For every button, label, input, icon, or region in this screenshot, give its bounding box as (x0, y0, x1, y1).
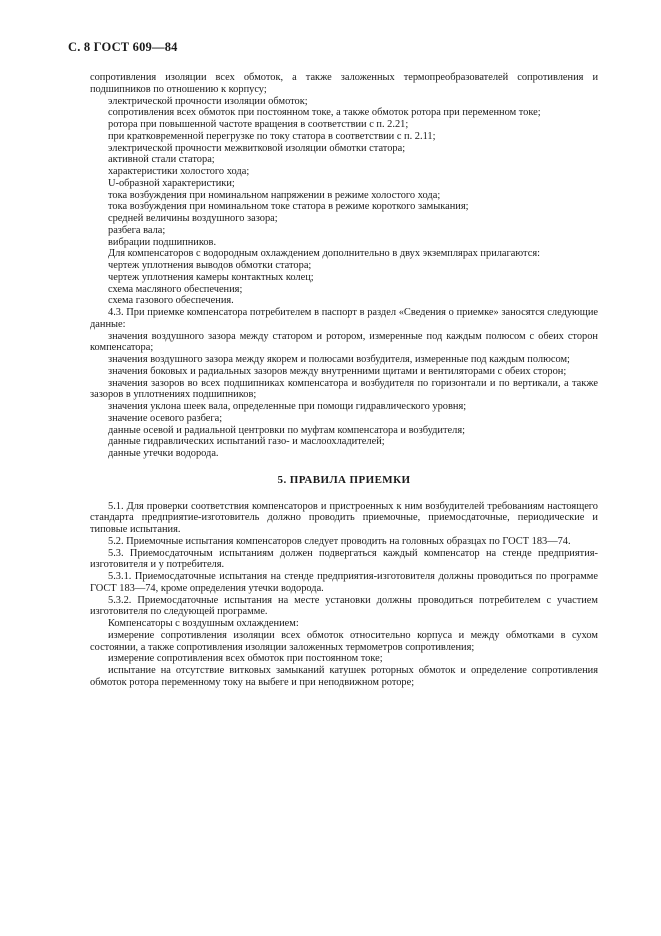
section-title: 5. ПРАВИЛА ПРИЕМКИ (277, 473, 411, 486)
paragraph: измерение сопротивления изоляции всех обмоток относительно корпуса и между обмотками в сухом состоянии, а также сопротивления изоляции заложенных термометров сопротивления; (90, 629, 598, 653)
paragraph: значения боковых и радиальных зазоров между внутренними щитами и вентиляторами с обеих сторон; (108, 365, 567, 377)
paragraph: чертеж уплотнения камеры контактных колец; (108, 271, 314, 283)
paragraph: вибрации подшипников. (108, 236, 217, 248)
paragraph: значения уклона шеек вала, определенные при помощи гидравлического уровня; (108, 401, 467, 412)
paragraph: тока возбуждения при номинальном напряжении в режиме холостого хода; (108, 189, 441, 201)
paragraph: электрической прочности межвитковой изоляции обмотки статора; (108, 142, 406, 154)
page-header: С. 8 ГОСТ 609—84 (68, 40, 178, 54)
paragraph: данные осевой и радиальной центровки по муфтам компенсатора и возбудителя; (108, 424, 465, 436)
paragraph: схема масляного обеспечения; (108, 283, 243, 295)
paragraph: сопротивления изоляции всех обмоток, а также заложенных термопреобразователей сопротивления и подшипников по отношению к корпусу; (90, 72, 598, 95)
paragraph: 5.3. Приемосдаточным испытаниям должен подвергаться каждый компенсатор на стенде предприятия-изготовителя и у потребителя. (90, 547, 598, 571)
paragraph: характеристики холостого хода; (108, 166, 250, 177)
paragraph: Для компенсаторов с водородным охлаждением дополнительно в двух экземплярах прилагаются: (108, 248, 540, 260)
paragraph: значение осевого разбега; (108, 412, 223, 424)
paragraph: 5.1. Для проверки соответствия компенсаторов и пристроенных к ним возбудителей требованиям настоящего стандарта предприятие-изготовитель должно проводить приемочные, приемосдаточные, периодические и типовые испытания. (90, 500, 598, 535)
paragraph: схема газового обеспечения. (108, 295, 234, 307)
paragraph: ротора при повышенной частоте вращения в соответствии с п. 2.21; (108, 119, 409, 130)
paragraph: значения воздушного зазора между статором и ротором, измеренные под каждым полюсом с обеих сторон компенсатора; (90, 330, 598, 354)
paragraph: измерение сопротивления всех обмоток при постоянном токе; (108, 653, 383, 665)
paragraph: активной стали статора; (108, 154, 215, 166)
paragraph: 5.3.2. Приемосдаточные испытания на месте установки должны проводиться потребителем с участием изготовителя по следующей программе. (90, 594, 598, 618)
paragraph: данные утечки водорода. (108, 448, 219, 459)
paragraph: тока возбуждения при номинальном токе статора в режиме короткого замыкания; (108, 201, 469, 213)
paragraph: 4.3. При приемке компенсатора потребителем в паспорт в раздел «Сведения о приемке» заносятся следующие данные: (90, 307, 598, 330)
document-body (90, 72, 598, 689)
paragraph: данные гидравлических испытаний газо- и маслоохладителей; (108, 436, 385, 448)
paragraph: сопротивления всех обмоток при постоянном токе, а также обмоток ротора при переменном токе; (108, 107, 541, 119)
paragraph: чертеж уплотнения выводов обмотки статора; (108, 260, 312, 271)
paragraph: Компенсаторы с воздушным охлаждением: (108, 618, 299, 629)
paragraph: разбега вала; (108, 224, 166, 236)
paragraph: значения воздушного зазора между якорем и полюсами возбудителя, измеренные под каждым полюсом; (108, 354, 570, 365)
paragraph: при кратковременной перегрузке по току статора в соответствии с п. 2.11; (108, 130, 436, 142)
paragraph: электрической прочности изоляции обмоток; (108, 95, 308, 107)
paragraph: испытание на отсутствие витковых замыканий катушек роторных обмоток и определение сопротивления обмоток ротора переменному току на выбеге и при неподвижном роторе; (90, 665, 598, 688)
paragraph: 5.3.1. Приемосдаточные испытания на стенде предприятия-изготовителя должны проводиться по программе ГОСТ 183—74, кроме определения утечки водорода. (90, 571, 598, 594)
paragraph: 5.2. Приемочные испытания компенсаторов следует проводить на головных образцах по ГОСТ 183—74. (108, 535, 571, 547)
paragraph: U-образной характеристики; (108, 177, 235, 189)
paragraph: средней величины воздушного зазора; (108, 213, 278, 224)
paragraph: значения зазоров во всех подшипниках компенсатора и возбудителя по горизонтали и по вертикали, а также зазоров в уплотнениях подшипников; (90, 377, 598, 401)
